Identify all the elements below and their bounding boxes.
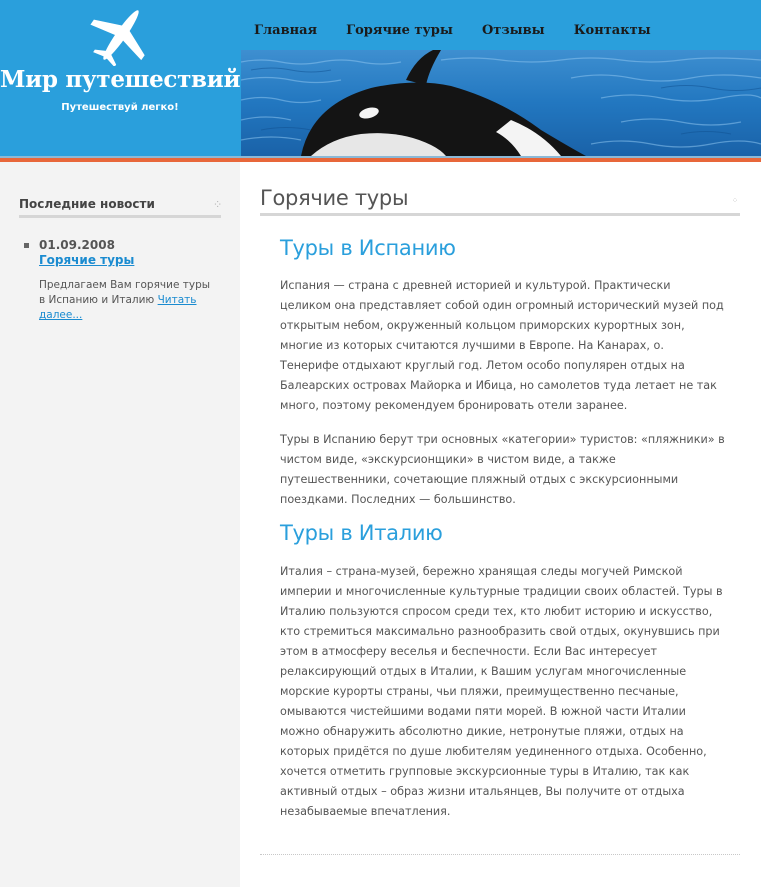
sidebar-heading-label: Последние новости (19, 197, 155, 211)
bullet-icon (24, 243, 29, 248)
site-header (0, 0, 761, 158)
nav-item-contacts (574, 19, 651, 38)
paragraph-spain-1: Испания — страна с древней историей и культурой. Практически целиком она представляет собой один огромный исторический музей под открытым небом, окруженный кольцом приморских курортных зон, многие из которых считаются лучшими в Европе. На Канарах, о. Тенерифе отдыхают круглый год. Летом особо популярен отдых на Балеарских островах Майорка и Ибица, но самолетов туда летает не так много, поэтому рекомендуем бронировать отели заранее. (280, 279, 724, 412)
nav-item-home (254, 19, 317, 38)
orca-photo (241, 50, 761, 156)
page-title-text: Горячие туры (260, 186, 409, 210)
airplane-icon (88, 4, 154, 66)
nav-link-contacts[interactable]: Контакты (573, 23, 651, 38)
news-summary (39, 278, 214, 323)
sidebar (0, 162, 240, 887)
nav-item-hot-tours (346, 19, 453, 38)
paragraph-italy-1: Италия – страна-музей, бережно хранящая следы могучей Римской империи и многочисленные культурные традиции своих областей. Туры в Италию пользуются спросом среди тех, кто любит историю и искусство, кто стремиться максимально разнообразить свой отдых, окунувшись при этом в атмосферу веселья и беспечности. Если Вас интересует релаксирующий отдых в Италии, к Вашим услугам многочисленные морские курорты страны, чьи пляжи, преимущественно песчаные, омываются чистейшими водами пяти морей. В южной части Италии можно обнаружить абсолютно дикие, нетронутые пляжи, отдых на которых придётся по душе любителям уединенного отдыха. Особенно, хочется отметить групповые экскурсионные туры в Италию, так как активный отдых – образ жизни итальянцев, Вы получите от отдыха незабываемые впечатления. (280, 565, 723, 818)
main-content (240, 162, 761, 887)
main-nav (240, 0, 761, 50)
section-heading-spain: Туры в Испанию (280, 236, 456, 260)
paragraph-spain-2: Туры в Испанию берут три основных «категории» туристов: «пляжники» в чистом виде, «экскурсионщики» в чистом виде, а также путешественники, сочетающие пляжный отдых с экскурсионными поездками. Последних — большинство. (280, 433, 725, 506)
dots-ornament-icon: ⁘ (214, 200, 221, 209)
page-title (260, 186, 740, 216)
news-title-link[interactable]: Горячие туры (39, 253, 135, 267)
nav-item-reviews (482, 19, 545, 38)
site-slogan: Путешествуй легко! (61, 102, 179, 113)
news-summary-text: Предлагаем Вам горячие туры в Испанию и Италию (39, 279, 211, 306)
nav-link-home[interactable]: Главная (254, 23, 318, 38)
dots-ornament-icon: ⁘ (731, 196, 738, 205)
read-more-link[interactable]: Читать далее... (39, 294, 197, 321)
logo[interactable] (0, 0, 240, 158)
nav-link-reviews[interactable]: Отзывы (481, 23, 545, 38)
content-divider (260, 854, 740, 855)
section-heading-italy: Туры в Италию (280, 521, 443, 545)
header-banner-image (241, 50, 761, 156)
sidebar-heading (19, 197, 221, 218)
site-title: Мир путешествий (0, 66, 241, 93)
news-date: 01.09.2008 (39, 238, 115, 252)
nav-link-hot-tours[interactable]: Горячие туры (346, 23, 453, 38)
